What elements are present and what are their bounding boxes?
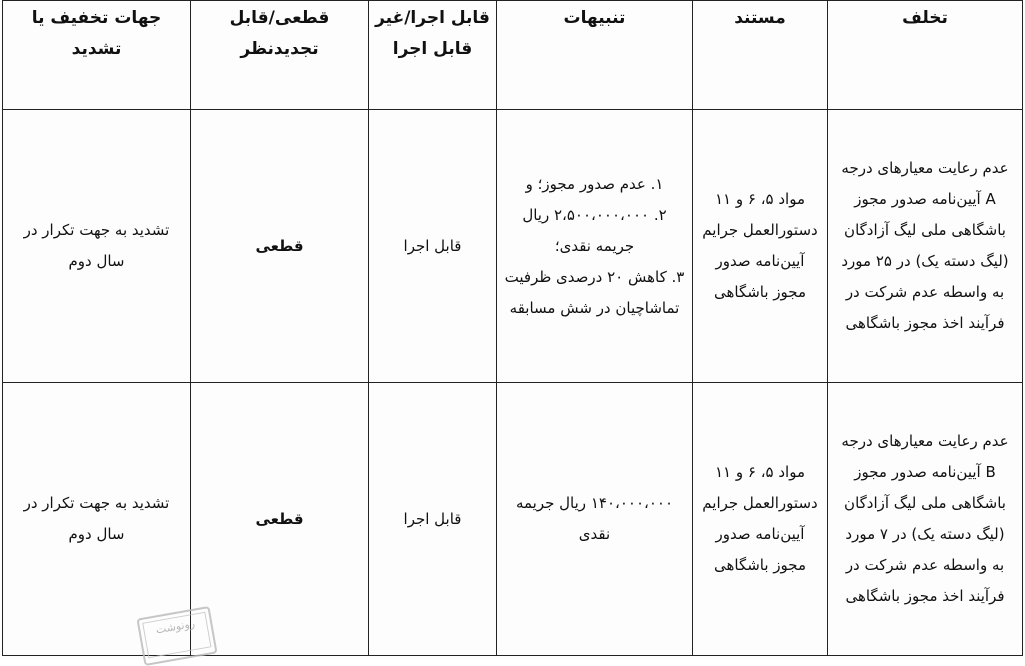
- header-enforceable: قابل اجرا/غیر قابل اجرا: [369, 1, 497, 110]
- violation-cell: عدم رعایت معیارهای درجه A آیین‌نامه صدور مجوز باشگاهی ملی لیگ آزادگان (لیگ دسته یک) در ۲۵ مورد به واسطه عدم شرکت در فرآیند اخذ مجوز باشگاهی: [828, 110, 1023, 383]
- enforceable-cell: قابل اجرا: [369, 110, 497, 383]
- header-row: [3, 1, 1023, 110]
- violation-cell: عدم رعایت معیارهای درجه B آیین‌نامه صدور مجوز باشگاهی ملی لیگ آزادگان (لیگ دسته یک) در ۷ مورد به واسطه عدم شرکت در فرآیند اخذ مجوز باشگاهی: [828, 383, 1023, 656]
- penalties-cell: [497, 383, 693, 656]
- stamp-text: رونوشت: [142, 612, 211, 659]
- reference-cell: مواد ۵، ۶ و ۱۱ دستورالعمل جرایم آیین‌نامه صدور مجوز باشگاهی: [693, 110, 828, 383]
- header-penalties: تنبیهات: [497, 1, 693, 110]
- penalty-item: ۱. عدم صدور مجوز؛ و: [525, 174, 664, 193]
- header-aggravation: جهات تخفیف یا تشدید: [3, 1, 191, 110]
- penalties-cell: [497, 110, 693, 383]
- penalty-item: ۱۴۰،۰۰۰،۰۰۰ ریال جریمه نقدی: [515, 494, 674, 543]
- table-row: [3, 110, 1023, 383]
- rulings-table: [2, 0, 1023, 656]
- header-final: قطعی/قابل تجدیدنظر: [191, 1, 369, 110]
- header-violation: تخلف: [828, 1, 1023, 110]
- aggravation-cell: تشدید به جهت تکرار در سال دوم: [3, 383, 191, 656]
- final-cell: قطعی: [191, 110, 369, 383]
- penalty-item: ۲. ۲،۵۰۰،۰۰۰،۰۰۰ ریال جریمه نقدی؛: [522, 205, 667, 255]
- final-cell: قطعی: [191, 383, 369, 656]
- enforceable-cell: قابل اجرا: [369, 383, 497, 656]
- header-reference: مستند: [693, 1, 828, 110]
- reference-cell: مواد ۵، ۶ و ۱۱ دستورالعمل جرایم آیین‌نامه صدور مجوز باشگاهی: [693, 383, 828, 656]
- aggravation-cell: تشدید به جهت تکرار در سال دوم: [3, 110, 191, 383]
- penalty-item: ۳. کاهش ۲۰ درصدی ظرفیت تماشاچیان در شش مسابقه: [504, 267, 685, 317]
